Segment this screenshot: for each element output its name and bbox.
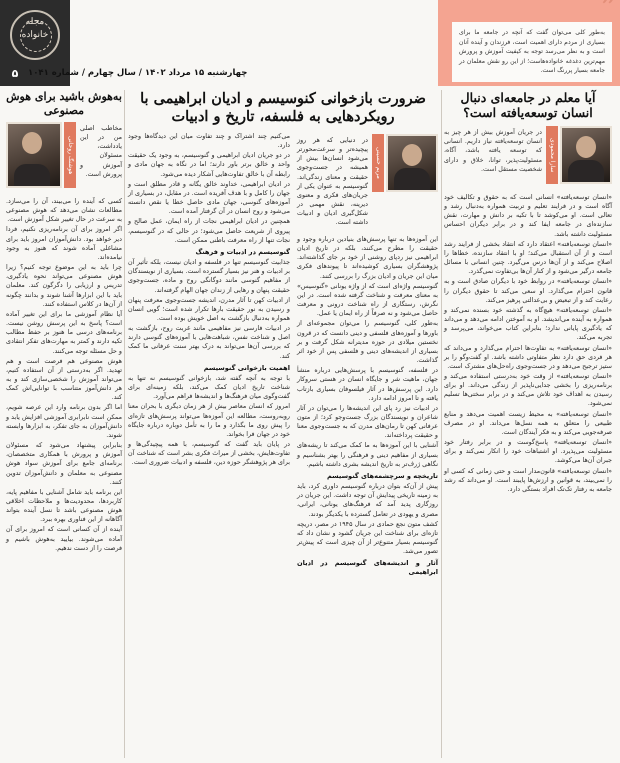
article-teaser: در جریان آموزش بیش از هر چیز به انسان توسعه‌یافته نیاز داریم. انسانی که توسعه یافته باشد، آگاه، مسئولیت‌پذیر، توانا، خلاق و دارای شخصیت مستقل است. bbox=[444, 129, 542, 173]
logo-text: مجله خانواده bbox=[21, 17, 49, 40]
paragraph: کسی که آینده را می‌بیند، آن را می‌سازد. مطالعات نشان می‌دهد که هوش مصنوعی به سرعت در حال تغییر شکل آموزش است. bbox=[6, 198, 122, 224]
author-card bbox=[297, 134, 438, 230]
column-divider bbox=[124, 90, 125, 758]
section-subhead: اهمیت بازخوانی گنوسیسم bbox=[203, 363, 290, 372]
page-number: ۵ bbox=[11, 67, 19, 80]
paragraph: «انسان توسعه‌یافته» به محیط زیست اهمیت می‌دهد و منابع طبیعی را متعلق به همه نسل‌ها می‌داند. او در مصرف صرفه‌جویی می‌کند و به فکر آیندگان است. bbox=[444, 410, 612, 436]
article-main-column-right bbox=[297, 132, 438, 579]
author-name: سارا محمودی bbox=[546, 126, 558, 184]
article-left-headline: به‌هوش باشید برای هوش مصنوعی bbox=[6, 90, 122, 117]
paragraph: جذابیت گنوسیسم تنها در فلسفه و ادیان نیست، بلکه تأثیر آن بر ادبیات و هنر نیز بسیار گسترده است. بسیاری از نویسندگان از مفاهیم گنوسی مانند دوگانگی روح و ماده، جست‌وجوی حقیقت پنهان و رهایی از زندان جهان الهام گرفته‌اند. bbox=[128, 259, 290, 294]
paragraph: «انسان توسعه‌یافته» پاسخ‌گوست و در برابر رفتار خود مسئولیت می‌پذیرد. او اشتباهات خود را انکار نمی‌کند و برای جبران آن‌ها می‌کوشد. bbox=[444, 439, 612, 465]
paragraph: آینده از آن کسانی است که امروز برای آن آماده می‌شوند. بیایید به‌هوش باشیم و فرصت را از دست ندهیم. bbox=[6, 526, 122, 552]
page-header bbox=[0, 0, 620, 86]
paragraph: بنابراین پیشنهاد می‌شود که مسئولان آموزش و پرورش با همکاری متخصصان، برنامه‌ای جامع برای آموزش سواد هوش مصنوعی به معلمان و دانش‌آموزان تدوین کنند. bbox=[6, 442, 122, 486]
paragraph: «انسان توسعه‌یافته» انسانی است که به حقوق و تکالیف خود آگاه است و در فرایند تعلیم و تربیت همواره به‌دنبال رشد و تعالی است. او می‌کوشد تا با تکیه بر دانش و مهارت، نقش سازنده‌ای در جامعه ایفا کند و در برابر دیگران احساس مسئولیت داشته باشد. bbox=[444, 194, 612, 238]
paragraph: اما اگر بدون برنامه وارد این عرصه شویم، ممکن است نابرابری آموزشی افزایش یابد و دانش‌آموزان به جای تفکر، به ابزارها وابسته شوند. bbox=[6, 404, 122, 439]
paragraph: اگر امروز برای آن برنامه‌ریزی نکنیم، فردا دیر خواهد بود. دانش‌آموزان امروز باید برای مشاغلی آماده شوند که هنوز به وجود نیامده‌اند. bbox=[6, 226, 122, 261]
paragraph: گنوسیسم واژه‌ای است که از واژه یونانی «گنوسیس» به معنای معرفت و شناخت گرفته شده است. در این نگرش، رستگاری از راه شناخت درونی و معرفت حاصل می‌شود و نه صرفاً از راه ایمان یا عمل. bbox=[297, 282, 438, 318]
paragraph: همچنین در ادیان ابراهیمی نجات از راه ایمان، عمل صالح و پیروی از شریعت حاصل می‌شود؛ در حالی که در گنوسیسم، نجات تنها از راه معرفت باطنی ممکن است. bbox=[128, 218, 290, 244]
intro-quote-box: ” به‌طور کلی می‌توان گفت که آنچه در جامعه ما برای بسیاری از مردم دارای اهمیت است، فرزندان و آینده آنان است و به نظر می‌رسد توجه به کیفیت آموزش و پرورش مهم‌ترین دغدغه خانواده‌هاست؛ از این رو نقش معلمان در جامعه بسیار پررنگ است. bbox=[452, 22, 612, 82]
paragraph: پیش از آن‌که بتوان درباره گنوسیسم داوری کرد، باید به زمینه تاریخی پیدایش آن توجه داشت. این جریان در روزگاری پدید آمد که فرهنگ‌های یونانی، ایرانی، مصری و یهودی در تعامل گسترده با یکدیگر بودند. bbox=[297, 483, 438, 518]
paragraph: امروز که انسان معاصر بیش از هر زمان دیگری با بحران معنا روبه‌روست، مطالعه این آموزه‌ها می‌تواند پرسش‌های تازه‌ای را پیش روی ما بگذارد و ما را به تأمل دوباره درباره جایگاه خود در جهان فرا بخواند. bbox=[128, 403, 290, 438]
paragraph: هوش مصنوعی هم فرصت است و هم تهدید. اگر به‌درستی از آن استفاده کنیم، می‌تواند آموزش را شخصی‌سازی کند و به هر دانش‌آموز متناسب با توانایی‌اش کمک کند. bbox=[6, 357, 122, 402]
paragraph: آشنایی با این آموزه‌ها به ما کمک می‌کند تا ریشه‌های بسیاری از مفاهیم دینی و فرهنگی را بهتر بشناسیم و نگاهی ژرف‌تر به تاریخ اندیشه بشری داشته باشیم. bbox=[297, 442, 438, 468]
column-divider bbox=[441, 90, 442, 758]
paragraph: از ادبیات کهن تا آثار مدرن، اندیشه جست‌وجوی معرفت پنهان و رسیدن به نور حقیقت بارها تکرار شده است؛ گویی انسان همواره به‌دنبال بازگشت به اصل خویش بوده است. bbox=[128, 296, 290, 322]
author-photo bbox=[6, 122, 62, 188]
paragraph: در دو جریان ادیان ابراهیمی و گنوسیسم، به وجود یک حقیقت واحد و خالق برتر باور دارند؛ اما در نگاه به جهان مادی و رابطه آن با خالق تفاوت‌هایی آشکار دیده می‌شود. bbox=[128, 152, 290, 178]
paragraph: «انسان توسعه‌یافته» در روابط خود با دیگران صادق است و به قانون احترام می‌گذارد. او سعی می‌کند تا حقوق دیگران را رعایت کند و از تبعیض و بی‌عدالتی پرهیز می‌کند. bbox=[444, 278, 612, 304]
paragraph: در ادبیات نیز رد پای این اندیشه‌ها را می‌توان در آثار شاعران و نویسندگان بزرگ جست‌وجو کرد؛ از متون عرفانی کهن تا رمان‌های مدرن که به جست‌وجوی معنا و حقیقت پرداخته‌اند. bbox=[297, 404, 438, 440]
article-right-headline: آیا معلم در جامعه‌ای دنبال انسان توسعه‌یافته است؟ bbox=[460, 90, 596, 120]
paragraph: به‌طور کلی، گنوسیسم را می‌توان مجموعه‌ای از باورها و آموزه‌های فلسفی و دینی دانست که در قرون نخستین میلادی در حوزه مدیترانه شکل گرفت و بر بسیاری از اندیشه‌های دینی و فلسفی پس از خود اثر گذاشت. bbox=[297, 320, 438, 365]
paragraph: «انسان توسعه‌یافته» هیچ‌گاه به گذشته خود بسنده نمی‌کند و همواره به آینده می‌اندیشد. او به آموختن ادامه می‌دهد و می‌داند که یادگیری پایانی ندارد؛ بنابراین کتاب می‌خواند، می‌پرسد و تجربه می‌کند. bbox=[444, 306, 612, 342]
paragraph: این برنامه باید شامل آشنایی با مفاهیم پایه، کاربردها، محدودیت‌ها و ملاحظات اخلاقی هوش مصنوعی باشد تا نسل آینده بتواند آگاهانه از این فناوری بهره ببرد. bbox=[6, 488, 122, 524]
section-subhead: گنوسیسم در ادبیات و فرهنگ bbox=[195, 247, 290, 256]
paragraph: در پایان باید گفت که گنوسیسم، با همه پیچیدگی‌ها و تفاوت‌هایش، بخشی از میراث فکری بشر است که شناخت آن برای هر پژوهشگر حوزه دین، فلسفه و ادبیات ضروری است. bbox=[128, 441, 290, 467]
paragraph: «انسان توسعه‌یافته» از وقت خود به‌درستی استفاده می‌کند و برنامه‌ریزی را بخشی جدایی‌ناپذیر از زندگی می‌داند. او برای رسیدن به اهداف خود تلاش می‌کند و در برابر سختی‌ها تسلیم نمی‌شود. bbox=[444, 372, 612, 408]
paragraph: در فلسفه، گنوسیسم با پرسش‌هایی درباره منشأ جهان، ماهیت شر و جایگاه انسان در هستی سروکار دارد. این پرسش‌ها در آثار فیلسوفان بسیاری بازتاب یافته و تا امروز ادامه دارد. bbox=[297, 367, 438, 402]
paragraph: می‌کنیم چند اشتراک و چند تفاوت میان این دیدگاه‌ها وجود دارد. bbox=[128, 133, 290, 150]
article-main-headline: ضرورت بازخوانی کنوسیسم و ادیان ابراهیمی با رویکردهایی به فلسفه، تاریخ و ادبیات bbox=[140, 90, 426, 125]
paragraph: چرا باید به این موضوع توجه کنیم؟ زیرا هوش مصنوعی می‌تواند نحوه یادگیری، تدریس و ارزیابی را دگرگون کند. معلمان باید با این ابزارها آشنا شوند و بدانند چگونه از آن‌ها در کلاس استفاده کنند. bbox=[6, 264, 122, 308]
article-teaser: مخاطب اصلی من در این یادداشت، مسئولان آموزش و پرورش است. bbox=[80, 125, 122, 178]
author-photo bbox=[386, 134, 438, 192]
author-name: هوشنگ روحانی bbox=[64, 122, 76, 188]
article-main-column-left bbox=[128, 132, 290, 468]
article-teaser: در دنیایی که هر روز پیچیده‌تر و سرعت‌محورتر می‌شود انسان‌ها بیش از همیشه در جست‌وجوی حقیقت و معنای زندگی‌اند. گنوسیسم به عنوان یکی از جریان‌های فکری و معنوی دیرینه، نقش مهمی در شکل‌گیری ادیان و ادبیات داشته است. bbox=[297, 137, 368, 227]
author-photo bbox=[560, 126, 612, 184]
paragraph: این آموزه‌ها به تنها پرسش‌های بنیادین درباره وجود و حقیقت را مطرح می‌کنند، بلکه در تاریخ ادیان ابراهیمی نیز ردپای روشنی از خود بر جای گذاشته‌اند. پژوهشگران بسیاری کوشیده‌اند تا پیوندهای فکری میان این جریان و ادیان بزرگ را بررسی کنند. bbox=[297, 236, 438, 280]
paragraph: در ادبیات فارسی نیز مفاهیمی مانند غربت روح، بازگشت به اصل و شناخت نفس، شباهت‌هایی با آموزه‌های گنوسی دارند که بررسی آن‌ها می‌تواند به درک بهتر سنت عرفانی ما کمک کند. bbox=[128, 325, 290, 360]
paragraph: «انسان توسعه‌یافته» اعتقاد دارد که انتقاد بخشی از فرایند رشد است و از آن استقبال می‌کند؛ او با انتقاد سازنده، خطاها را اصلاح می‌کند و از آن‌ها درس می‌گیرد. چنین انسانی با مسائل جامعه درگیر می‌شود و از کنار آن‌ها بی‌تفاوت نمی‌گذرد. bbox=[444, 240, 612, 276]
author-card bbox=[6, 122, 122, 192]
section-subhead: آثار و اندیشه‌های گنوسیسم در ادیان ابراهیمی bbox=[297, 559, 438, 577]
author-card bbox=[444, 126, 612, 188]
paragraph: با توجه به آنچه گفته شد، بازخوانی گنوسیسم نه تنها به شناخت تاریخ ادیان کمک می‌کند، بلکه زمینه‌ای برای گفت‌وگوی میان فرهنگ‌ها و اندیشه‌ها فراهم می‌آورد. bbox=[128, 374, 290, 401]
issue-line: چهارشنبه ۱۵ مرداد ۱۴۰۲ / سال چهارم / شماره ۱۰۴۱ bbox=[28, 68, 248, 78]
paragraph: «انسان توسعه‌یافته» به تفاوت‌ها احترام می‌گذارد و می‌داند که هر فردی حق دارد نظر متفاوتی داشته باشد. او گفت‌وگو را بر ستیز ترجیح می‌دهد و در جست‌وجوی راه‌حل‌های مشترک است. bbox=[444, 344, 612, 370]
paragraph: کشف متون نجع حمادی در سال ۱۹۴۵ در مصر، دریچه تازه‌ای برای شناخت این جریان گشود و نشان داد که گنوسیسم بسیار متنوع‌تر از آن چیزی است که پیش‌تر تصور می‌شد. bbox=[297, 520, 438, 556]
article-left bbox=[6, 90, 122, 554]
article-right bbox=[444, 90, 612, 495]
paragraph: در ادیان ابراهیمی، خداوند خالق یگانه و قادر مطلق است و جهان را کامل و با هدف آفریده است. در مقابل، در بسیاری از آموزه‌های گنوسی، جهان مادی حاصل خطا یا نقص دانسته می‌شود و روح انسان در آن گرفتار آمده است. bbox=[128, 180, 290, 216]
paragraph: آیا نظام آموزشی ما برای این تغییر آماده است؟ پاسخ به این پرسش روشن نیست. برنامه‌های درسی ما هنوز بر حفظ مطالب تکیه دارند و کمتر به مهارت‌های تفکر انتقادی و حل مسئله توجه می‌کنند. bbox=[6, 310, 122, 355]
author-name: مریم حسینی bbox=[372, 134, 384, 192]
section-subhead: تاریخچه و سرچشمه‌های گنوسیسم bbox=[327, 471, 438, 480]
paragraph: «انسان توسعه‌یافته» قانون‌مدار است و حتی زمانی که کسی او را نمی‌بیند، به قوانین و ارزش‌ها پایبند است. او می‌داند که رشد جامعه به رفتار تک‌تک افراد بستگی دارد. bbox=[444, 467, 612, 493]
